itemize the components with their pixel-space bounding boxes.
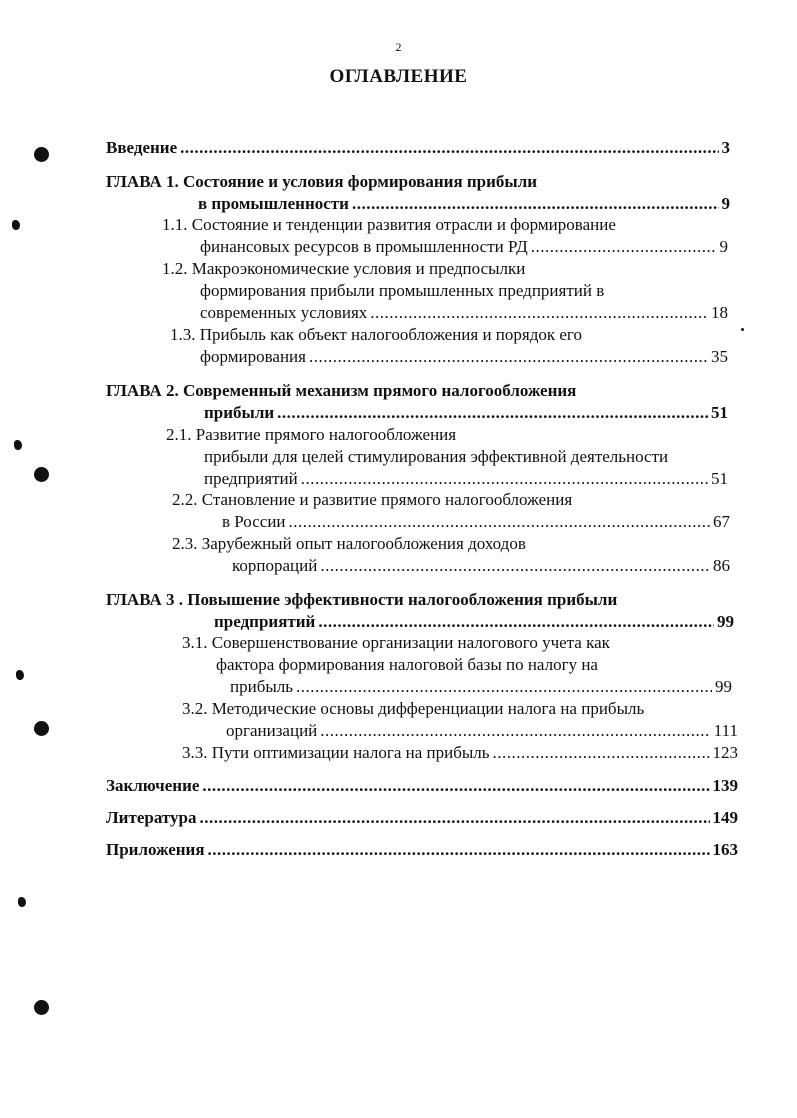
toc-section-1-2-title[interactable]: 1.2. Макроэкономические условия и предпосылки bbox=[162, 259, 526, 278]
dot-leader bbox=[202, 776, 709, 796]
binder-hole-mark bbox=[34, 721, 49, 736]
toc-entry-label: формирования bbox=[200, 347, 306, 366]
toc-entry-appendices[interactable] bbox=[106, 840, 738, 860]
toc-entry-label: предприятий bbox=[204, 469, 298, 488]
toc-section-2-3-title[interactable]: 2.3. Зарубежный опыт налогообложения доходов bbox=[172, 534, 526, 553]
toc-chapter-3-row[interactable] bbox=[214, 612, 734, 632]
toc-section-3-1-row[interactable] bbox=[230, 677, 732, 697]
toc-section-3-3-row[interactable] bbox=[182, 743, 738, 763]
dot-leader bbox=[301, 469, 708, 489]
toc-chapter-2-row[interactable] bbox=[204, 403, 728, 423]
dot-leader bbox=[180, 138, 718, 158]
toc-section-2-3-row[interactable] bbox=[232, 556, 730, 576]
page-number: 2 bbox=[395, 40, 402, 54]
toc-chapter-3-title[interactable]: ГЛАВА 3 . Повышение эффективности налогообложения прибыли bbox=[106, 590, 618, 609]
toc-entry-label: предприятий bbox=[214, 612, 316, 631]
binder-hole-mark bbox=[34, 467, 49, 482]
toc-page-number: 3 bbox=[721, 138, 730, 157]
toc-section-3-1-line2: фактора формирования налоговой базы по налогу на bbox=[216, 655, 598, 674]
toc-entry-label: современных условиях bbox=[200, 303, 368, 322]
toc-page-number: 67 bbox=[713, 512, 730, 531]
scan-speck bbox=[14, 440, 22, 450]
toc-page-number: 51 bbox=[711, 469, 728, 488]
toc-page-number: 9 bbox=[719, 237, 728, 256]
dot-leader bbox=[289, 512, 710, 532]
toc-section-1-2-row[interactable] bbox=[200, 303, 728, 323]
toc-chapter-1-row[interactable] bbox=[198, 194, 730, 214]
toc-section-1-3-row[interactable] bbox=[200, 347, 728, 367]
dot-leader bbox=[318, 612, 714, 632]
toc-section-2-1-title[interactable]: 2.1. Развитие прямого налогообложения bbox=[166, 425, 457, 444]
toc-entry-label: прибыль bbox=[230, 677, 294, 696]
toc-entry-label: в промышленности bbox=[198, 194, 349, 213]
dot-leader bbox=[199, 808, 709, 828]
toc-entry-label: Заключение bbox=[106, 776, 200, 795]
toc-section-2-1-row[interactable] bbox=[204, 469, 728, 489]
page-title: ОГЛАВЛЕНИЕ bbox=[329, 66, 468, 87]
toc-section-1-1-row[interactable] bbox=[200, 237, 728, 257]
dot-leader bbox=[531, 237, 717, 257]
dot-leader bbox=[296, 677, 712, 697]
toc-chapter-1-title[interactable]: ГЛАВА 1. Состояние и условия формирования прибыли bbox=[106, 172, 538, 191]
scan-speck bbox=[18, 897, 26, 907]
toc-page-number: 9 bbox=[721, 194, 730, 213]
toc-entry-label: финансовых ресурсов в промышленности РД bbox=[200, 237, 528, 256]
dot-leader bbox=[208, 840, 710, 860]
toc-section-2-2-title[interactable]: 2.2. Становление и развитие прямого налогообложения bbox=[172, 490, 573, 509]
toc-section-3-2-title[interactable]: 3.2. Методические основы дифференциации налога на прибыль bbox=[182, 699, 645, 718]
toc-page-number: 149 bbox=[712, 808, 738, 827]
toc-section-1-2-line2: формирования прибыли промышленных предприятий в bbox=[200, 281, 605, 300]
dot-leader bbox=[309, 347, 708, 367]
toc-entry-label: Введение bbox=[106, 138, 178, 157]
toc-entry-label: в России bbox=[222, 512, 286, 531]
toc-section-3-2-row[interactable] bbox=[226, 721, 738, 741]
toc-page-number: 99 bbox=[717, 612, 734, 631]
toc-page-number: 123 bbox=[712, 743, 738, 762]
toc-entry-label: прибыли bbox=[204, 403, 275, 422]
toc-section-1-3-title[interactable]: 1.3. Прибыль как объект налогообложения и порядок его bbox=[170, 325, 582, 344]
dot-leader bbox=[320, 721, 710, 741]
scan-speck bbox=[741, 328, 744, 331]
toc-entry-literature[interactable] bbox=[106, 808, 738, 828]
toc-chapter-2-title[interactable]: ГЛАВА 2. Современный механизм прямого налогообложения bbox=[106, 381, 577, 400]
toc-section-2-1-line2: прибыли для целей стимулирования эффективной деятельности bbox=[204, 447, 669, 466]
toc-entry-label: 3.3. Пути оптимизации налога на прибыль bbox=[182, 743, 490, 762]
binder-hole-mark bbox=[34, 147, 49, 162]
dot-leader bbox=[320, 556, 710, 576]
toc-section-2-2-row[interactable] bbox=[222, 512, 730, 532]
toc-entry-label: Приложения bbox=[106, 840, 205, 859]
toc-entry-label: Литература bbox=[106, 808, 197, 827]
toc-page-number: 163 bbox=[712, 840, 738, 859]
scan-speck bbox=[16, 670, 24, 680]
scan-speck bbox=[12, 220, 20, 230]
dot-leader bbox=[352, 194, 719, 214]
toc-page-number: 51 bbox=[711, 403, 728, 422]
toc-section-1-1-title[interactable]: 1.1. Состояние и тенденции развития отрасли и формирование bbox=[162, 215, 616, 234]
toc-section-3-1-title[interactable]: 3.1. Совершенствование организации налогового учета как bbox=[182, 633, 610, 652]
toc-page-number: 35 bbox=[711, 347, 728, 366]
toc-entry-label: организаций bbox=[226, 721, 318, 740]
dot-leader bbox=[370, 303, 708, 323]
dot-leader bbox=[277, 403, 708, 423]
toc-entry-conclusion[interactable] bbox=[106, 776, 738, 796]
toc-page-number: 86 bbox=[713, 556, 730, 575]
toc-page-number: 111 bbox=[713, 721, 738, 740]
toc-page-number: 139 bbox=[712, 776, 738, 795]
dot-leader bbox=[493, 743, 710, 763]
binder-hole-mark bbox=[34, 1000, 49, 1015]
toc-entry-label: корпораций bbox=[232, 556, 318, 575]
toc-page-number: 18 bbox=[711, 303, 728, 322]
toc-entry-intro[interactable] bbox=[106, 138, 730, 158]
toc-page-number: 99 bbox=[715, 677, 732, 696]
